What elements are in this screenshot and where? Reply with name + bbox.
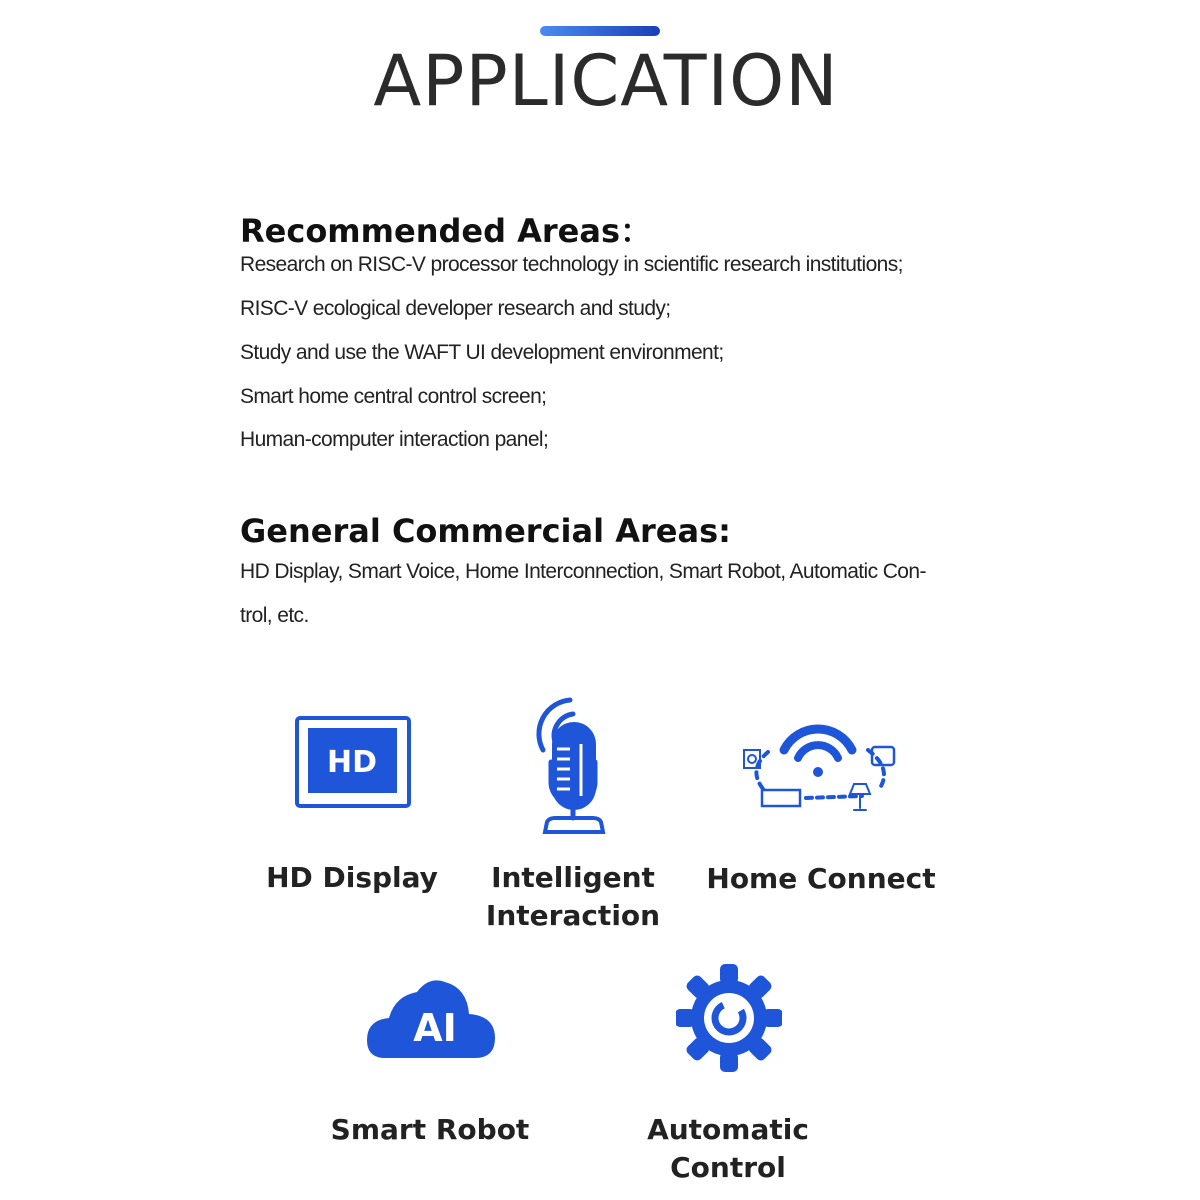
feature-label-automatic-control: Automatic Control [647,1113,809,1184]
recommended-item: Smart home central control screen; [240,385,547,408]
title-accent-bar [540,26,660,36]
recommended-item: RISC-V ecological developer research and study; [240,297,671,320]
commercial-heading: General Commercial Areas: [240,512,731,550]
recommended-item: Human-computer interaction panel; [240,428,549,451]
recommended-heading: Recommended Areas： [240,212,653,250]
microphone-icon [515,692,610,834]
feature-label-hd-display: HD Display [266,861,438,894]
commercial-text: HD Display, Smart Voice, Home Interconnection, Smart Robot, Automatic Con- [240,560,926,583]
recommended-item: Study and use the WAFT UI development environment; [240,341,724,364]
svg-text:AI: AI [413,1006,457,1050]
feature-label-home-connect: Home Connect [706,862,936,895]
page-title: APPLICATION [373,40,839,122]
hd-display-icon [295,716,411,808]
svg-text:HD: HD [326,745,378,780]
feature-label-intelligent-interaction: Intelligent Interaction [485,861,661,932]
ai-cloud-icon [367,976,497,1060]
gear-icon [676,962,782,1074]
recommended-item: Research on RISC-V processor technology in scientific research institutions; [240,253,903,276]
home-connect-icon [742,710,902,818]
feature-label-smart-robot: Smart Robot [330,1113,530,1146]
commercial-text: trol, etc. [240,604,309,627]
